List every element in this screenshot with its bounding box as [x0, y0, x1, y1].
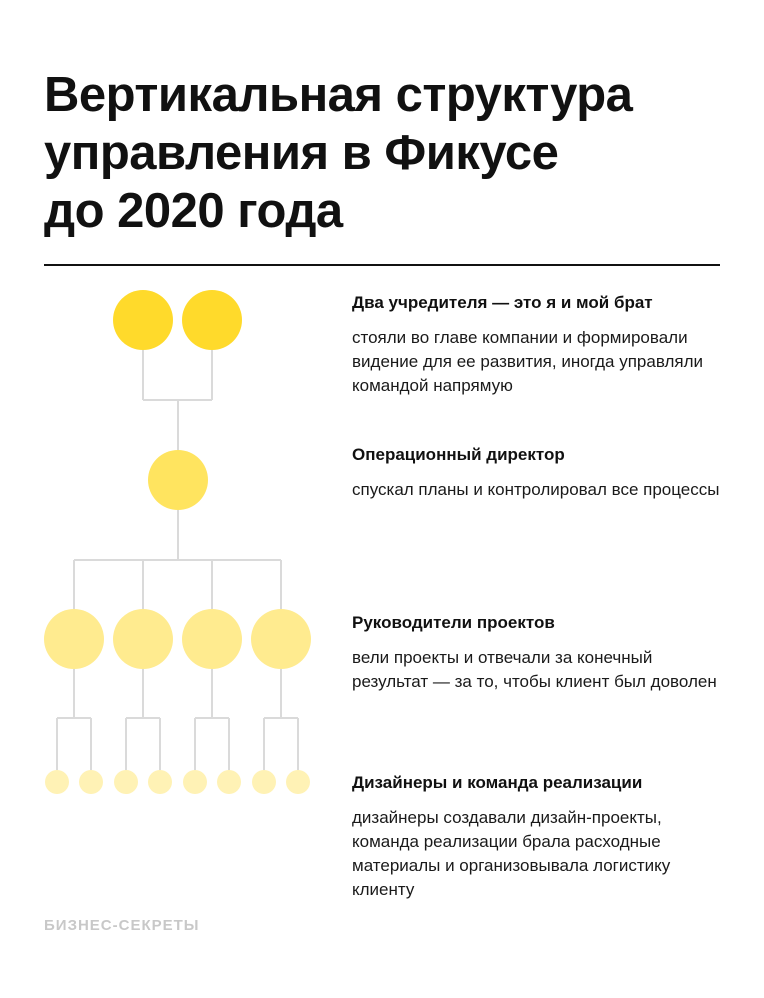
- level-founders-heading: Два учредителя — это я и мой брат: [352, 293, 653, 312]
- level-managers-text: вели проекты и отвечали за конечный результат — за то, чтобы клиент был доволен: [352, 648, 717, 691]
- page-title-line-2: управления в Фикусе: [44, 126, 559, 180]
- designer-node-5: [183, 770, 207, 794]
- manager-node-4: [251, 609, 311, 669]
- level-founders: [352, 292, 732, 398]
- level-managers: [352, 612, 732, 694]
- page-title-line-3: до 2020 года: [44, 184, 343, 238]
- level-director-text: спускал планы и контролировал все процессы: [352, 480, 720, 499]
- org-chart-connectors: [57, 350, 298, 770]
- designer-node-7: [252, 770, 276, 794]
- designer-node-2: [79, 770, 103, 794]
- level-designers: [352, 772, 732, 902]
- founder-node-2: [182, 290, 242, 350]
- designer-node-8: [286, 770, 310, 794]
- level-founders-text: стояли во главе компании и формировали видение для ее развития, иногда управляли командой напрямую: [352, 328, 704, 395]
- designer-node-1: [45, 770, 69, 794]
- founder-node-1: [113, 290, 173, 350]
- manager-node-2: [113, 609, 173, 669]
- page-title-line-1: Вертикальная структура: [44, 68, 633, 122]
- level-director: [352, 444, 732, 502]
- designer-node-4: [148, 770, 172, 794]
- level-designers-text: дизайнеры создавали дизайн-проекты, команда реализации брала расходные материалы и организовывала логистику клиенту: [352, 808, 671, 899]
- level-director-heading: Операционный директор: [352, 445, 565, 464]
- brand-logo: БИЗНЕС-СЕКРЕТЫ: [44, 917, 200, 934]
- org-chart: [0, 0, 340, 998]
- manager-node-1: [44, 609, 104, 669]
- director-node: [148, 450, 208, 510]
- level-managers-heading: Руководители проектов: [352, 613, 555, 632]
- manager-node-3: [182, 609, 242, 669]
- designer-node-6: [217, 770, 241, 794]
- designer-node-3: [114, 770, 138, 794]
- level-designers-heading: Дизайнеры и команда реализации: [352, 773, 643, 792]
